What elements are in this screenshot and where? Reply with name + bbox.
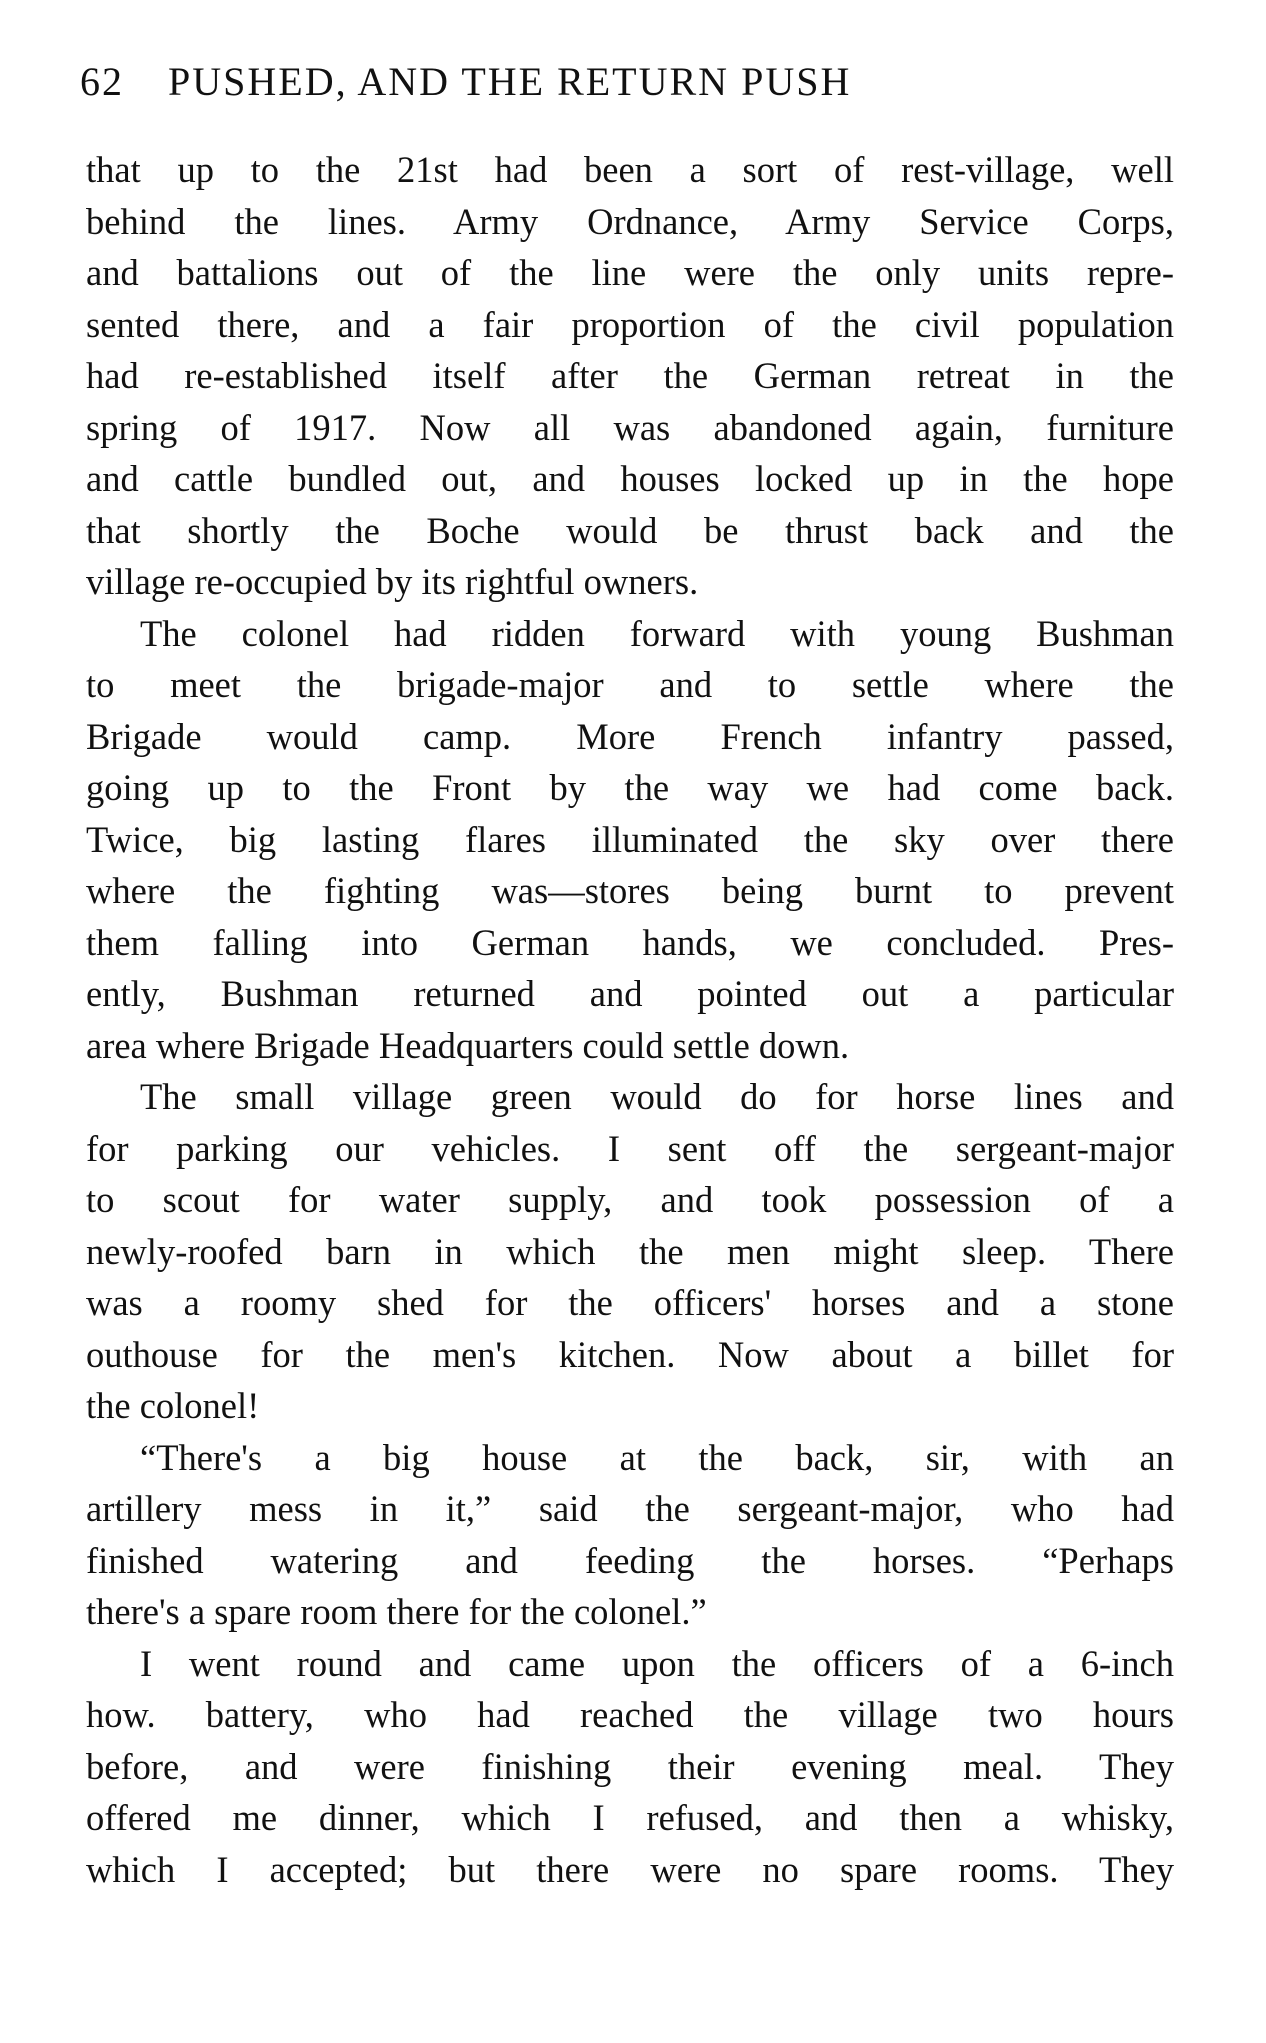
- body-text: [86, 144, 1174, 1895]
- text-line: to scout for water supply, and took possession of a: [86, 1179, 1174, 1220]
- text-line: before, and were finishing their evening meal. They: [86, 1745, 1174, 1787]
- text-line: the colonel!: [86, 1385, 260, 1426]
- text-line: there's a spare room there for the colonel.”: [86, 1591, 707, 1632]
- text-line: was a roomy shed for the officers' horses and a stone: [86, 1282, 1174, 1323]
- text-line: sented there, and a fair proportion of the civil population: [86, 303, 1174, 345]
- text-line: finished watering and feeding the horses. “Perhaps: [86, 1539, 1174, 1581]
- text-line: going up to the Front by the way we had come back.: [86, 767, 1174, 808]
- text-line: how. battery, who had reached the village two hours: [86, 1694, 1174, 1735]
- paragraph: [86, 144, 1174, 608]
- text-line: had re-established itself after the German retreat in the: [86, 355, 1174, 396]
- page-number: 62: [80, 59, 124, 104]
- text-line: to meet the brigade-major and to settle where the: [86, 664, 1174, 705]
- text-line: ently, Bushman returned and pointed out a particular: [86, 973, 1174, 1014]
- text-line: for parking our vehicles. I sent off the sergeant-major: [86, 1127, 1174, 1169]
- text-line: newly-roofed barn in which the men might sleep. There: [86, 1230, 1174, 1272]
- paragraph: [86, 608, 1174, 1072]
- text-line: outhouse for the men's kitchen. Now about a billet for: [86, 1333, 1174, 1375]
- text-line: I went round and came upon the officers of a 6-inch: [140, 1642, 1174, 1684]
- text-line: The colonel had ridden forward with young Bushman: [140, 612, 1174, 654]
- paragraph: [86, 1638, 1174, 1896]
- text-line: which I accepted; but there were no spare rooms. They: [86, 1848, 1174, 1890]
- text-line: where the fighting was—stores being burnt to prevent: [86, 870, 1174, 911]
- running-header: [80, 58, 1180, 118]
- paragraph: [86, 1071, 1174, 1432]
- text-line: “There's a big house at the back, sir, with an: [140, 1436, 1174, 1478]
- text-line: and battalions out of the line were the only units repre-: [86, 252, 1174, 293]
- text-line: area where Brigade Headquarters could settle down.: [86, 1024, 850, 1066]
- text-line: that shortly the Boche would be thrust back and the: [86, 509, 1174, 551]
- text-line: them falling into German hands, we concluded. Pres-: [86, 921, 1174, 963]
- text-line: village re-occupied by its rightful owners.: [86, 561, 699, 602]
- text-line: Twice, big lasting flares illuminated the sky over there: [86, 818, 1174, 860]
- text-line: Brigade would camp. More French infantry passed,: [86, 715, 1174, 757]
- text-line: spring of 1917. Now all was abandoned again, furniture: [86, 406, 1174, 448]
- text-line: behind the lines. Army Ordnance, Army Service Corps,: [86, 200, 1174, 242]
- running-title: PUSHED, AND THE RETURN PUSH: [168, 59, 852, 104]
- text-line: offered me dinner, which I refused, and then a whisky,: [86, 1797, 1174, 1838]
- text-line: that up to the 21st had been a sort of rest-village, well: [86, 149, 1174, 190]
- text-line: and cattle bundled out, and houses locked up in the hope: [86, 458, 1174, 499]
- text-line: artillery mess in it,” said the sergeant-major, who had: [86, 1488, 1174, 1529]
- text-line: The small village green would do for horse lines and: [140, 1076, 1174, 1117]
- paragraph: [86, 1432, 1174, 1638]
